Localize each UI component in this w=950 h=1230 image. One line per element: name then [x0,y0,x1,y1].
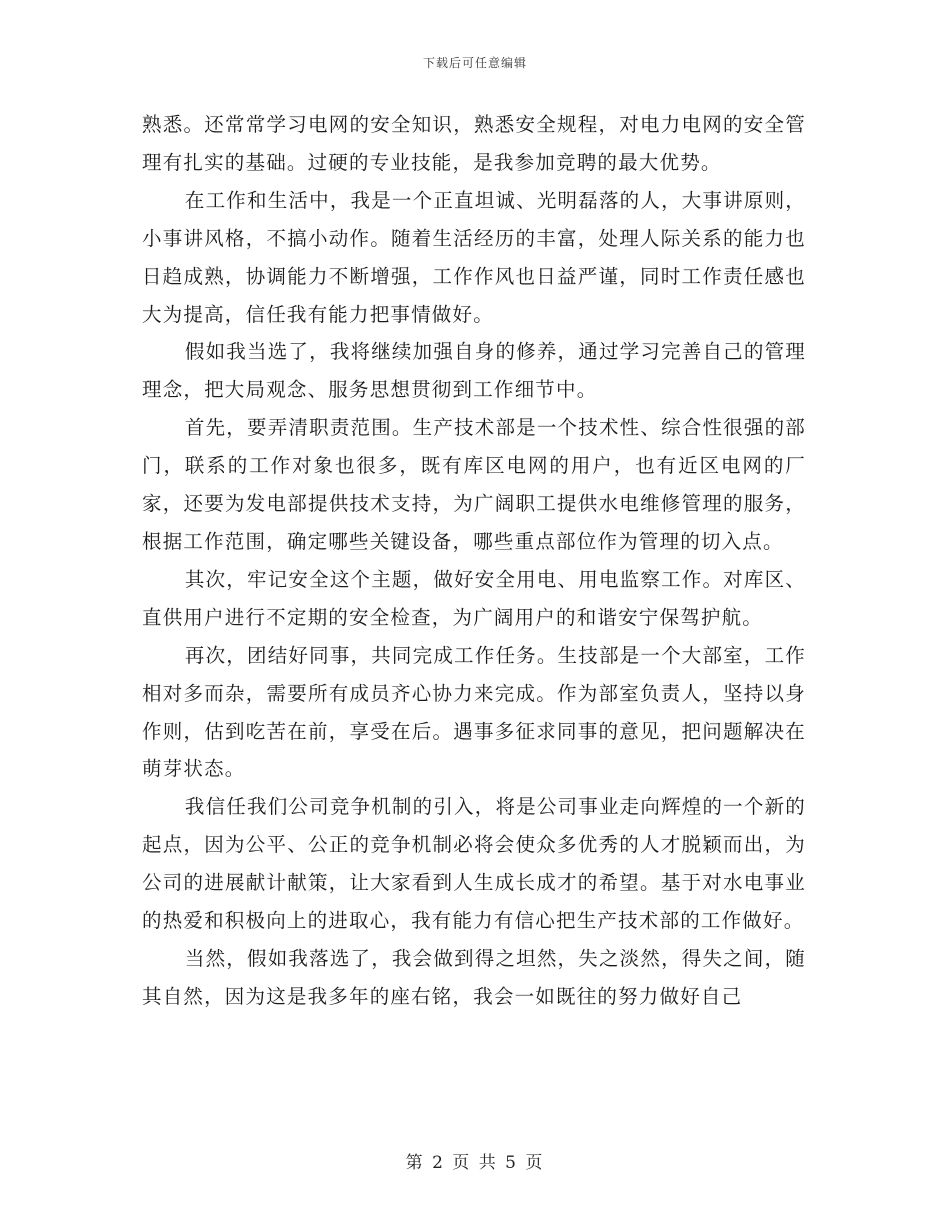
paragraph-6: 再次，团结好同事，共同完成工作任务。生技部是一个大部室，工作相对多而杂，需要所有成员齐心协力来完成。作为部室负责人，坚持以身作则，估到吃苦在前，享受在后。遇事多征求同事的意见，把问题解决在萌芽状态。 [142,643,806,781]
page-number: 第 2 页 共 5 页 [405,1153,545,1173]
paragraph-7: 我信任我们公司竞争机制的引入，将是公司事业走向辉煌的一个新的起点，因为公平、公正的竞争机制必将会使众多优秀的人才脱颖而出，为公司的进展献计献策，让大家看到人生成长成才的希望。基于对水电事业的热爱和积极向上的进取心，我有能力有信心把生产技术部的工作做好。 [142,795,806,933]
paragraph-4: 首先，要弄清职责范围。生产技术部是一个技术性、综合性很强的部门，联系的工作对象也很多，既有库区电网的用户，也有近区电网的厂家，还要为发电部提供技术支持，为广阔职工提供水电维修管理的服务，根据工作范围，确定哪些关键设备，哪些重点部位作为管理的切入点。 [142,416,806,553]
paragraph-3: 假如我当选了，我将继续加强自身的修养，通过学习完善自己的管理理念，把大局观念、服务思想贯彻到工作细节中。 [142,340,806,402]
page-header: 下载后可任意编辑 [422,56,527,70]
paragraph-1: 熟悉。还常常学习电网的安全知识，熟悉安全规程，对电力电网的安全管理有扎实的基础。过硬的专业技能，是我参加竞聘的最大优势。 [142,113,806,174]
paragraph-8: 当然，假如我落选了，我会做到得之坦然，失之淡然，得失之间，随其自然，因为这是我多年的座右铭，我会一如既往的努力做好自己 [142,946,806,1008]
paragraph-5: 其次，牢记安全这个主题，做好安全用电、用电监察工作。对库区、直供用户进行不定期的安全检查，为广阔用户的和谐安宁保驾护航。 [142,567,806,629]
paragraph-2: 在工作和生活中，我是一个正直坦诚、光明磊落的人，大事讲原则，小事讲风格，不搞小动作。随着生活经历的丰富，处理人际关系的能力也日趋成熟，协调能力不断增强，工作作风也日益严谨，同时工作责任感也大为提高，信任我有能力把事情做好。 [142,188,806,326]
document-body [142,106,806,1016]
